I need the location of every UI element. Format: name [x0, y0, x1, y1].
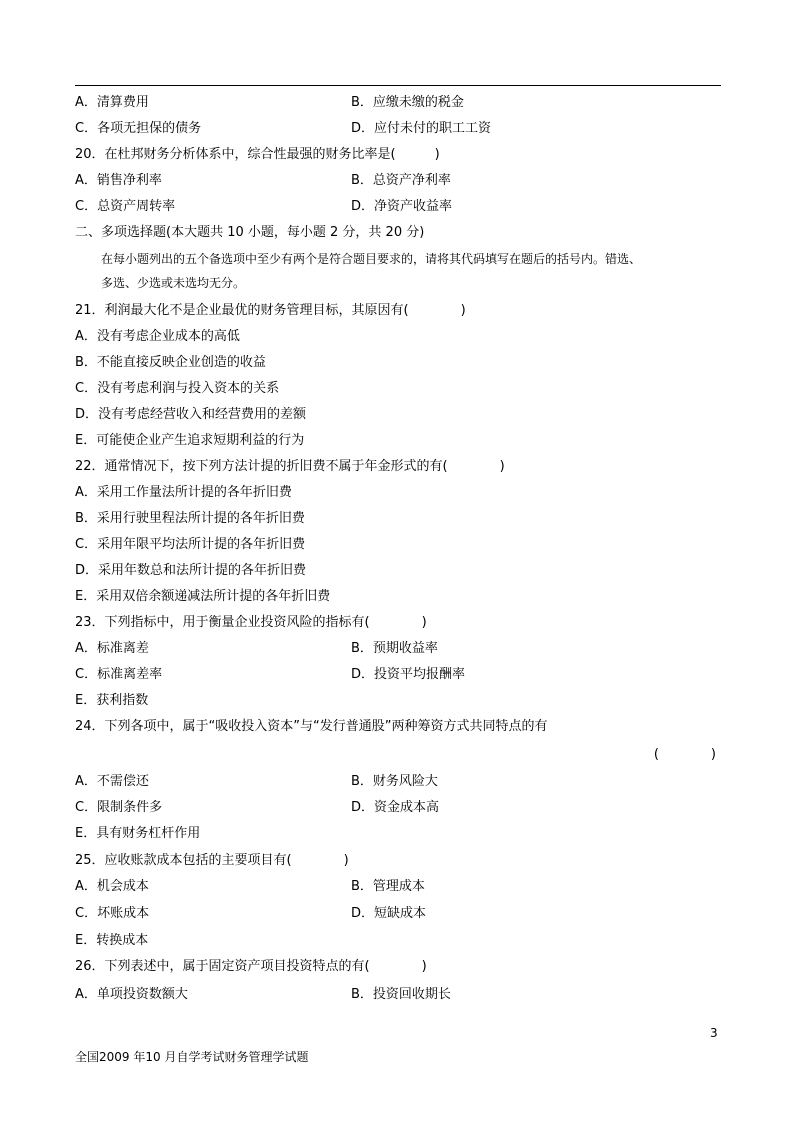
option-a: A．标准离差: [75, 641, 149, 656]
option-d: D．短缺成本: [351, 906, 427, 921]
question-24: 24．下列各项中，属于“吸收投入资本”与“发行普通股”两种筹资方式共同特点的有: [75, 719, 548, 734]
option-c: C．坏账成本: [75, 906, 150, 921]
section-instructions: 在每小题列出的五个备选项中至少有两个是符合题目要求的，请将其代码填写在题后的括号内。错选、: [101, 252, 642, 266]
question-21: 21．利润最大化不是企业最优的财务管理目标，其原因有( ): [75, 303, 466, 318]
answer-parentheses: ( ): [653, 747, 716, 762]
option-a: A．清算费用: [75, 95, 149, 110]
question-23: 23．下列指标中，用于衡量企业投资风险的指标有( ): [75, 615, 427, 630]
option-e: E．具有财务杠杆作用: [75, 826, 201, 841]
option-d: D．采用年数总和法所计提的各年折旧费: [75, 563, 307, 578]
option-a: A．单项投资数额大: [75, 987, 188, 1002]
option-e: E．转换成本: [75, 933, 149, 948]
option-a: A．销售净利率: [75, 173, 162, 188]
page-footer: 全国2009 年10 月自学考试财务管理学试题: [75, 1050, 309, 1064]
option-e: E．采用双倍余额递减法所计提的各年折旧费: [75, 589, 331, 604]
option-c: C．采用年限平均法所计提的各年折旧费: [75, 537, 306, 552]
option-b: B．财务风险大: [351, 774, 438, 789]
option-e: E．获利指数: [75, 693, 149, 708]
page-number: 3: [710, 1026, 718, 1040]
question-22: 22．通常情况下，按下列方法计提的折旧费不属于年金形式的有( ): [75, 459, 505, 474]
option-a: A．采用工作量法所计提的各年折旧费: [75, 485, 292, 500]
option-b: B．不能直接反映企业创造的收益: [75, 355, 266, 370]
option-e: E．可能使企业产生追求短期利益的行为: [75, 433, 305, 448]
question-25: 25．应收账款成本包括的主要项目有( ): [75, 853, 349, 868]
option-a: A．不需偿还: [75, 774, 149, 789]
option-b: B．投资回收期长: [351, 987, 451, 1002]
question-20: 20．在杜邦财务分析体系中，综合性最强的财务比率是( ): [75, 147, 440, 162]
section-heading: 二、多项选择题(本大题共 10 小题，每小题 2 分，共 20 分): [75, 225, 425, 240]
option-c: C．总资产周转率: [75, 199, 176, 214]
question-26: 26．下列表述中，属于固定资产项目投资特点的有( ): [75, 959, 427, 974]
option-c: C．没有考虑利润与投入资本的关系: [75, 381, 280, 396]
option-b: B．采用行驶里程法所计提的各年折旧费: [75, 511, 305, 526]
option-d: D．投资平均报酬率: [351, 667, 466, 682]
option-c: C．标准离差率: [75, 667, 163, 682]
option-a: A．机会成本: [75, 879, 149, 894]
header-rule: [75, 85, 721, 86]
option-b: B．预期收益率: [351, 641, 438, 656]
option-c: C．各项无担保的债务: [75, 121, 202, 136]
section-instructions: 多选、少选或未选均无分。: [101, 276, 246, 290]
option-b: B．总资产净利率: [351, 173, 451, 188]
option-d: D．净资产收益率: [351, 199, 453, 214]
option-d: D．应付未付的职工工资: [351, 121, 492, 136]
option-b: B．管理成本: [351, 879, 425, 894]
option-a: A．没有考虑企业成本的高低: [75, 329, 240, 344]
option-d: D．资金成本高: [351, 800, 440, 815]
option-b: B．应缴未缴的税金: [351, 95, 464, 110]
option-c: C．限制条件多: [75, 800, 163, 815]
option-d: D．没有考虑经营收入和经营费用的差额: [75, 407, 307, 422]
